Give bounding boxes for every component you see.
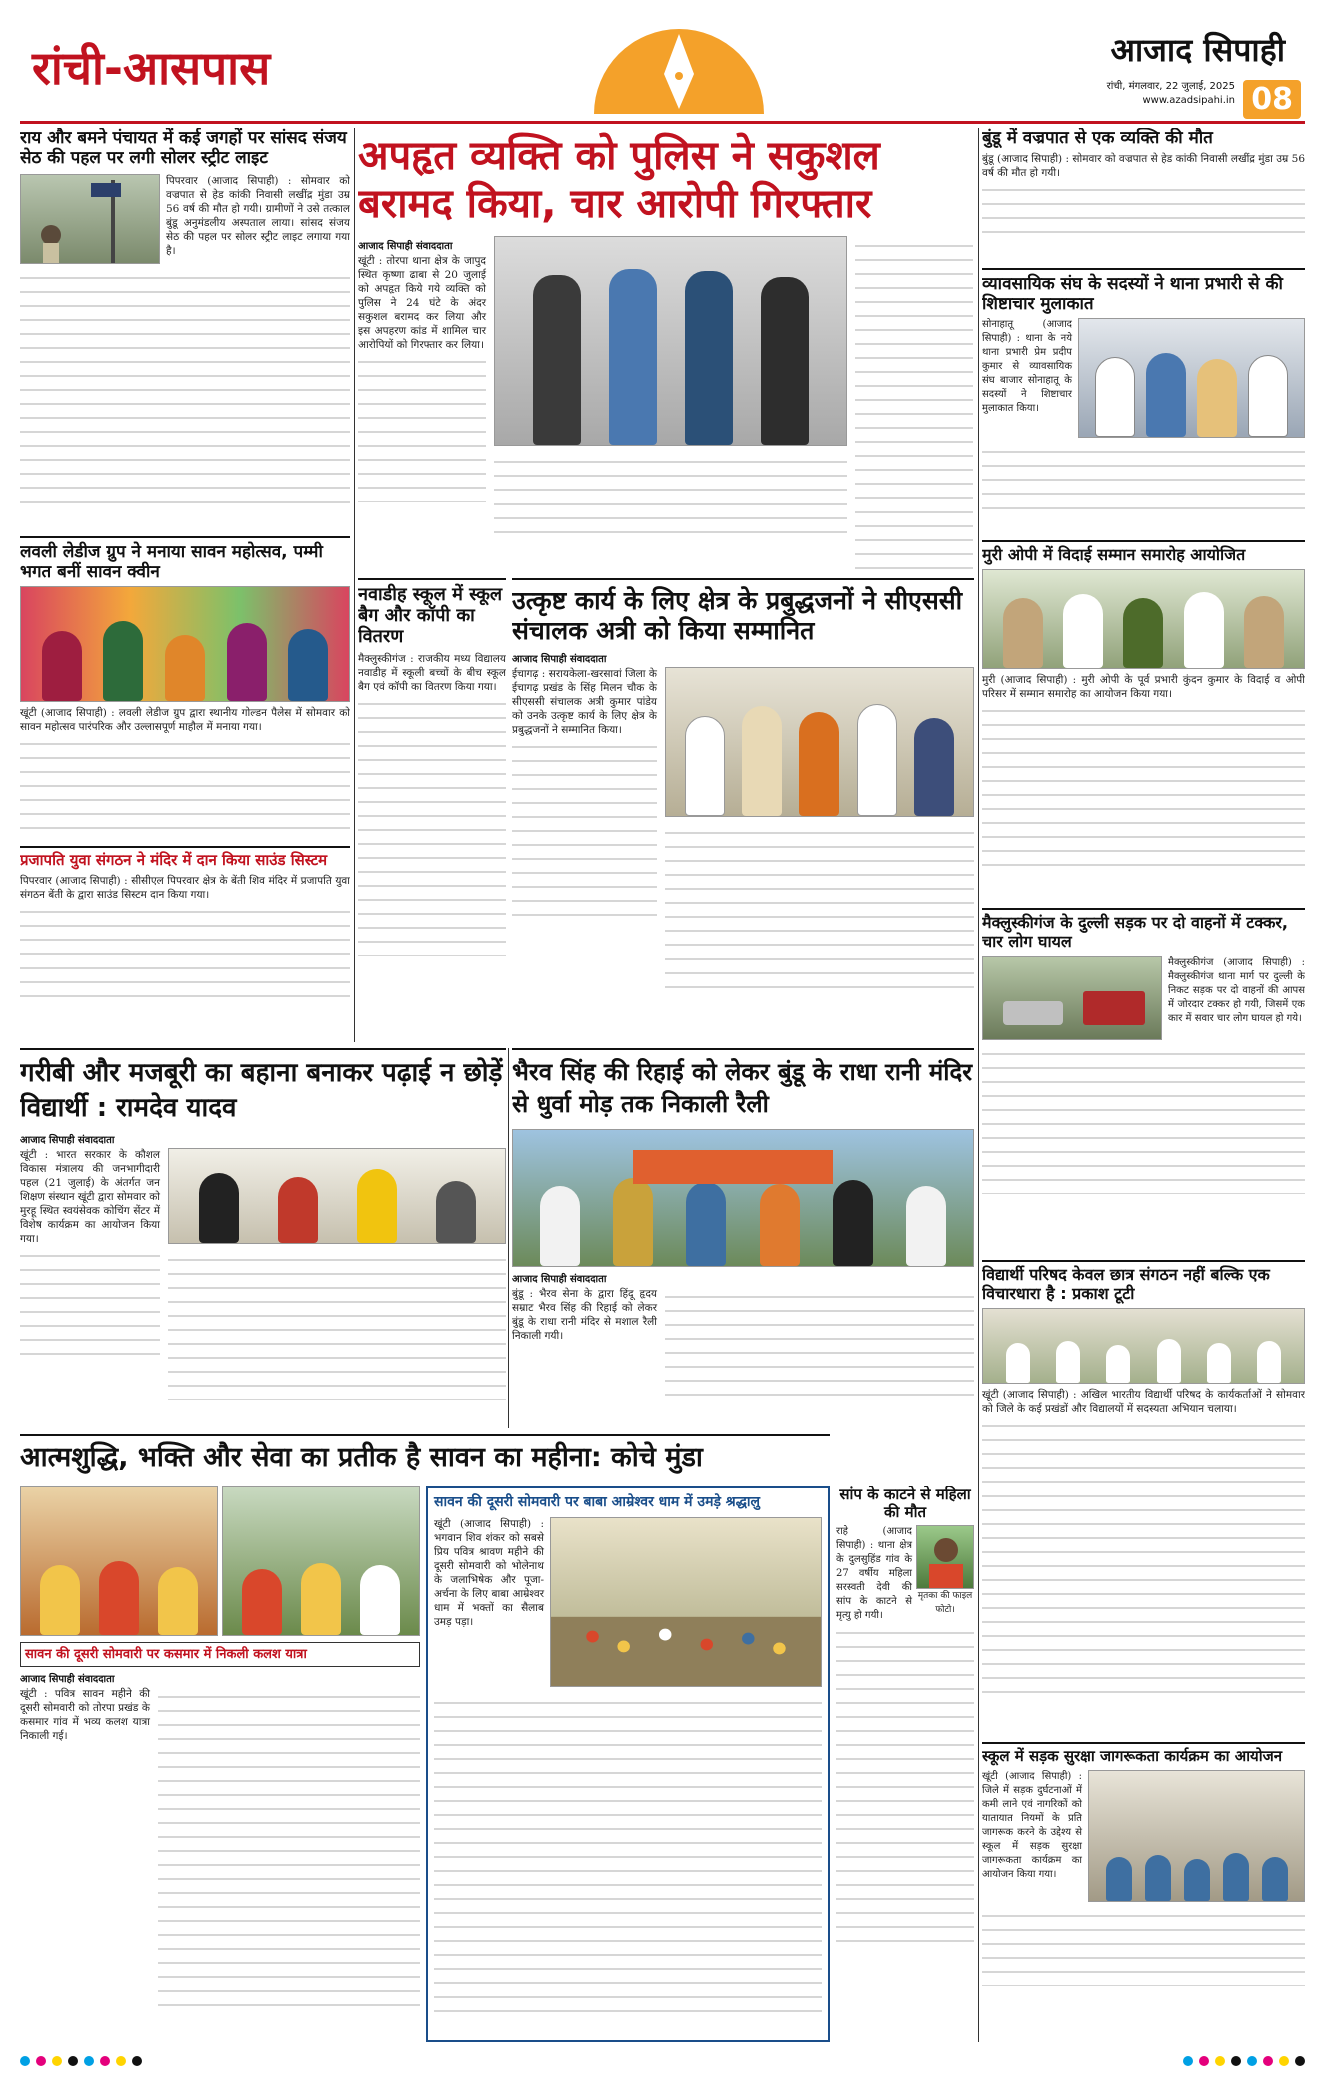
byline: आजाद सिपाही संवाददाता — [512, 654, 607, 665]
rally-photo — [512, 1129, 974, 1267]
procession-photo — [222, 1486, 420, 1636]
article-lead: मैक्लुस्कीगंज : राजकीय मध्य विद्यालय नवाडीह में स्कूली बच्चों के बीच स्कूल बैग एवं कॉपी का वितरण किया गया। — [358, 652, 506, 693]
headline: गरीबी और मजबूरी का बहाना बनाकर पढ़ाई न छोड़ें विद्यार्थी : रामदेव यादव — [20, 1058, 503, 1124]
registration-dot — [52, 2056, 62, 2066]
article-body-text — [20, 1246, 160, 1356]
article-snake — [836, 1486, 974, 2042]
page-number: 08 — [1243, 80, 1301, 119]
cesc-felicitation-photo — [665, 667, 974, 817]
headline: आत्मशुद्धि, भक्ति और सेवा का प्रतीक है सावन का महीना: कोचे मुंडा — [20, 1442, 703, 1473]
temple-crowd-photo — [550, 1517, 822, 1687]
article-lead: खूंटी : पवित्र सावन महीने की दूसरी सोमवारी को तोरपा प्रखंड के कसमार गांव में भव्य कलश यात्रा निकाली गई। — [20, 1688, 150, 1743]
article-lead: ईचागढ़ : सरायकेला-खरसावां जिला के ईचागढ़ प्रखंड के सिंह मिलन चौक के सीएससी संचालक अत्री कुमार पांडेय को उनके उत्कृष्ट कार्य के लिए क्षेत्र के प्रबुद्धजनों ने सम्मानित किया। — [512, 668, 657, 736]
byline: आजाद सिपाही संवाददाता — [20, 1135, 115, 1147]
headline: लवली लेडीज ग्रुप ने मनाया सावन महोत्सव, पम्मी भगत बनीं सावन क्वीन — [20, 542, 323, 583]
article-muri — [982, 540, 1305, 902]
registration-dot — [36, 2056, 46, 2066]
article-lead: खूंटी : तोरपा थाना क्षेत्र के जापुद स्थित कृष्णा ढाबा से 20 जुलाई को अपहृत किये गये व्यक्ति को पुलिस ने 24 घंटे के अंदर सकुशल बरामद कर लिया और इस अपहरण कांड में शामिल चार आरोपियों को गिरफ्तार कर लिया। — [358, 255, 486, 351]
article-body-text — [982, 1416, 1305, 1696]
article-lead: खूंटी (आजाद सिपाही) : जिले में सड़क दुर्घटनाओं में कमी लाने एवं नागरिकों को यातायात नियमों के प्रति जागरूक करने के उद्देश्य से स्कूल में सड़क सुरक्षा जागरूकता कार्यक्रम का आयोजन किया गया। — [982, 1770, 1082, 1880]
article-cesc — [512, 578, 974, 1022]
headline: मैक्लुस्कीगंज के दुल्ली सड़क पर दो वाहनों में टक्कर, चार लोग घायल — [982, 913, 1288, 951]
article-lead: खूंटी (आजाद सिपाही) : अखिल भारतीय विद्यार्थी परिषद के कार्यकर्ताओं ने सोमवार को जिले के कई प्रखंडों और विद्यालयों में सदस्यता अभियान चलाया। — [982, 1388, 1305, 1415]
dateline: रांची, मंगलवार, 22 जुलाई, 2025 — [1106, 81, 1235, 92]
print-registration-marks — [20, 2050, 1305, 2072]
article-body-text — [982, 1044, 1305, 1194]
article-body-text — [168, 1250, 506, 1400]
masthead — [20, 14, 1305, 124]
article-ramdev — [20, 1048, 506, 1428]
article-lovely — [20, 536, 350, 840]
registration-dot — [1183, 2056, 1193, 2066]
article-body-text — [836, 1623, 974, 1953]
headline: प्रजापति युवा संगठन ने मंदिर में दान किया साउंड सिस्टम — [20, 851, 328, 869]
article-amreshwar — [426, 1486, 830, 2042]
article-body-text — [982, 180, 1305, 236]
column-divider — [978, 128, 979, 2042]
registration-dot — [1247, 2056, 1257, 2066]
article-main — [358, 132, 973, 572]
headline: व्यावसायिक संघ के सदस्यों ने थाना प्रभारी से की शिष्टाचार मुलाकात — [982, 274, 1283, 315]
headline: सावन की दूसरी सोमवारी पर बाबा आम्रेश्वर धाम में उमड़े श्रद्धालु — [434, 1494, 761, 1510]
article-lead: पिपरवार (आजाद सिपाही) : सीसीएल पिपरवार क्षेत्र के बेंती शिव मंदिर में प्रजापति युवा संगठन बेंती के द्वारा साउंड सिस्टम दान किया गया। — [20, 874, 350, 901]
article-solar — [20, 128, 350, 530]
column-divider — [508, 1048, 509, 1428]
article-body-text — [358, 352, 486, 502]
headline: विद्यार्थी परिषद केवल छात्र संगठन नहीं बल्कि एक विचारधारा है : प्रकाश टूटी — [982, 1265, 1270, 1303]
article-body-text — [982, 1906, 1305, 1986]
article-lead: मुरी (आजाद सिपाही) : मुरी ओपी के पूर्व प्रभारी कुंदन कुमार के विदाई व ओपी परिसर में सम्मान समारोह का आयोजन किया गया। — [982, 673, 1305, 700]
article-body-text — [982, 701, 1305, 871]
registration-dot — [1279, 2056, 1289, 2066]
article-lead: सोनाहातू (आजाद सिपाही) : थाना के नये थाना प्रभारी प्रेम प्रदीप कुमार से व्यावसायिक संघ बाजार सोनाहातू के सदस्यों ने शिष्टाचार मुलाकात किया। — [982, 319, 1072, 415]
registration-dot — [1263, 2056, 1273, 2066]
headline: भैरव सिंह की रिहाई को लेकर बुंडू के राधा रानी मंदिर से धुर्वा मोड़ तक निकाली रैली — [512, 1058, 973, 1119]
article-lead: खूंटी (आजाद सिपाही) : भगवान शिव शंकर को सबसे प्रिय पवित्र श्रावण महीने की दूसरी सोमवारी को भोलेनाथ के जलाभिषेक और पूजा-अर्चना के लिए बाबा आम्रेश्वर धाम में भक्तों का सैलाब उमड़ पड़ा। — [434, 1517, 544, 1628]
article-lead: राहे (आजाद सिपाही) : थाना क्षेत्र के दुलसुहिंड गांव के 27 वर्षीय महिला सरस्वती देवी की सांप के काटने से मृत्यु हो गयी। — [836, 1526, 912, 1622]
article-lead: पिपरवार (आजाद सिपाही) : सोमवार को वज्रपात से हेड कांकी निवासी लखींद्र मुंडा उम्र 56 वर्ष की मौत हो गयी। ग्रामीणों ने उसे तत्काल बुंडू अनुमंडलीय अस्पताल लाया। सांसद संजय सेठ की पहल पर सोलर स्ट्रीट लाइट लगाया गया है। — [166, 175, 350, 258]
article-navadih — [358, 578, 506, 1022]
article-bhairav — [512, 1048, 974, 1428]
lovely-group-photo — [20, 586, 350, 702]
article-road-safety — [982, 1742, 1305, 2042]
classroom-photo — [1088, 1770, 1305, 1902]
photo-caption: मृतका की फाइल फोटो। — [917, 1591, 973, 1616]
registration-dot — [1295, 2056, 1305, 2066]
headline: राय और बमने पंचायत में कई जगहों पर सांसद संजय सेठ की पहल पर लगी सोलर स्ट्रीट लाइट — [20, 128, 347, 169]
article-body-text — [358, 694, 506, 956]
registration-dot — [1231, 2056, 1241, 2066]
article-body-text — [20, 734, 350, 830]
registration-dot — [132, 2056, 142, 2066]
color-dots-left — [20, 2056, 142, 2066]
registration-dot — [20, 2056, 30, 2066]
article-vyavsayik — [982, 268, 1305, 534]
registration-dot — [1215, 2056, 1225, 2066]
students-photo — [982, 1308, 1305, 1384]
registration-dot — [1199, 2056, 1209, 2066]
article-kochemunda-text — [20, 1642, 420, 2042]
article-body-text — [158, 1687, 420, 2017]
registration-dot — [68, 2056, 78, 2066]
kalash-yatra-photo — [20, 1486, 218, 1636]
article-body-text — [512, 737, 657, 927]
headline: उत्कृष्ट कार्य के लिए क्षेत्र के प्रबुद्धजनों ने सीएससी संचालक अत्री को किया सम्मानित — [512, 586, 963, 645]
article-body-text — [665, 823, 974, 993]
article-bundu-death — [982, 128, 1305, 262]
sub-headline: सावन की दूसरी सोमवारी पर कसमार में निकली कलश यात्रा — [20, 1642, 420, 1667]
solar-photo — [20, 174, 160, 264]
headline: अपहृत व्यक्ति को पुलिस ने सकुशल बरामद किया, चार आरोपी गिरफ्तार — [358, 133, 880, 227]
dateline-block — [1107, 80, 1235, 108]
registration-dot — [84, 2056, 94, 2066]
headline: सांप के काटने से महिला की मौत — [839, 1486, 971, 1521]
byline: आजाद सिपाही संवाददाता — [20, 1674, 115, 1686]
registration-dot — [100, 2056, 110, 2066]
headline: मुरी ओपी में विदाई सम्मान समारोह आयोजित — [982, 545, 1246, 564]
article-body-text — [20, 268, 350, 506]
registration-dot — [116, 2056, 126, 2066]
article-lead: बुंडू : भैरव सेना के द्वारा हिंदू हृदय सम्राट भैरव सिंह की रिहाई को लेकर बुंडू के राधा रानी मंदिर से मशाल रैली निकाली गयी। — [512, 1287, 657, 1342]
article-body-text — [665, 1287, 974, 1397]
article-prajapati — [20, 846, 350, 1042]
article-body-text — [982, 442, 1305, 512]
accident-vehicles-photo — [982, 956, 1162, 1040]
article-body-text — [20, 902, 350, 1002]
article-body-text — [494, 452, 847, 542]
farewell-photo — [982, 569, 1305, 669]
article-accident — [982, 908, 1305, 1254]
website-link[interactable]: www.azadsipahi.in — [1142, 95, 1235, 106]
article-lead: बुंडू (आजाद सिपाही) : सोमवार को वज्रपात से हेड कांकी निवासी लखींद्र मुंडा उम्र 56 वर्ष की मौत हो गयी। — [982, 153, 1305, 180]
arrested-accused-photo — [494, 236, 847, 446]
headline: बुंडू में वज्रपात से एक व्यक्ति की मौत — [982, 128, 1213, 148]
color-dots-right — [1183, 2056, 1305, 2066]
column-divider — [354, 128, 355, 1042]
meeting-photo — [1078, 318, 1305, 438]
headline: नवाडीह स्कूल में स्कूल बैग और कॉपी का वितरण — [358, 584, 503, 648]
byline: आजाद सिपाही संवाददाता — [358, 241, 453, 252]
section-title: रांची-आसपास — [32, 41, 271, 95]
victim-photo — [916, 1525, 974, 1589]
article-lead: खूंटी (आजाद सिपाही) : लवली लेडीज ग्रुप द्वारा स्थानीय गोल्डन पैलेस में सोमवार को सावन महोत्सव पारंपरिक और उल्लासपूर्ण माहौल में मनाया गया। — [20, 707, 350, 734]
kochemunda-photos — [20, 1486, 420, 1636]
article-lead: मैक्लुस्कीगंज (आजाद सिपाही) : मैक्लुस्कीगंज थाना मार्ग पर दुल्ली के निकट सड़क पर दो वाहनों की आपस में जोरदार टक्कर हो गयी, जिसमें एक कार में सवार चार लोग घायल हो गये। — [1168, 956, 1305, 1024]
article-body-text — [434, 1693, 822, 2013]
pen-nib-logo-icon — [594, 14, 764, 114]
article-vidyarthi — [982, 1260, 1305, 1736]
ramdev-event-photo — [168, 1148, 506, 1244]
article-body-text — [855, 236, 973, 572]
article-lead: खूंटी : भारत सरकार के कौशल विकास मंत्रालय की जनभागीदारी पहल (21 जुलाई) के अंतर्गत जन शिक्षण संस्थान खूंटी द्वारा सोमवार को मुरहू स्थित स्वयंसेवक कोचिंग सेंटर में विशेष कार्यक्रम का आयोजन किया गया। — [20, 1149, 160, 1246]
paper-name: आजाद सिपाही — [1110, 31, 1285, 69]
headline: स्कूल में सड़क सुरक्षा जागरूकता कार्यक्रम का आयोजन — [982, 1747, 1283, 1765]
byline: आजाद सिपाही संवाददाता — [512, 1273, 607, 1285]
